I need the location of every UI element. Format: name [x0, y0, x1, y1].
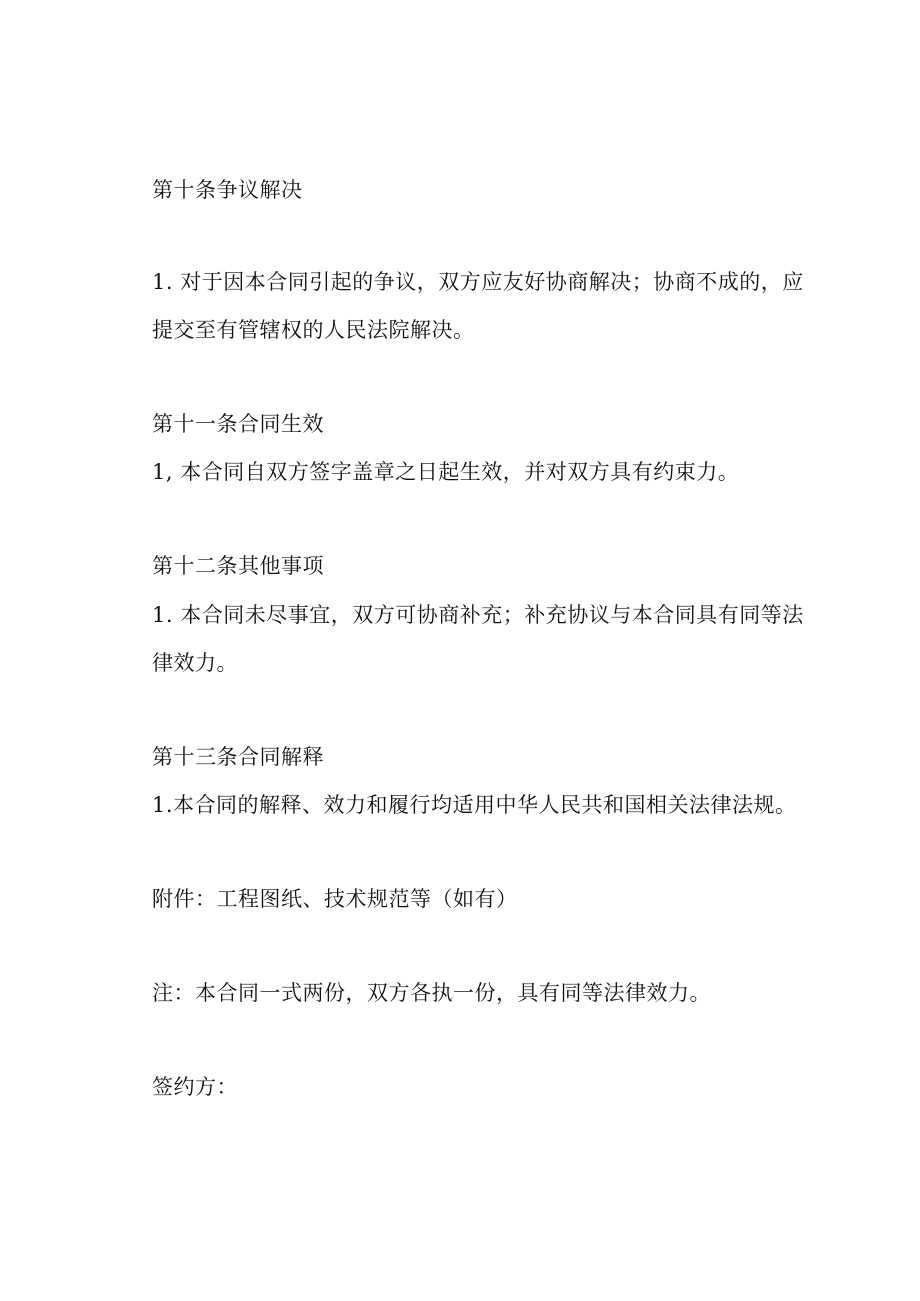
article-12-heading: 第十二条其他事项: [152, 554, 324, 578]
copies-note: 注：本合同一式两份，双方各执一份，具有同等法律效力。: [152, 981, 711, 1005]
attachment-note: 附件：工程图纸、技术规范等（如有）: [152, 887, 518, 911]
article-11-clause-1: 1, 本合同自双方签字盖章之日起生效，并对双方具有约束力。: [152, 460, 740, 484]
article-13-clause-1: 1.本合同的解释、效力和履行均适用中华人民共和国相关法律法规。: [152, 793, 797, 817]
article-13-heading: 第十三条合同解释: [152, 745, 324, 769]
article-12-clause-1-line-2: 律效力。: [152, 651, 238, 675]
article-10-clause-1-line-1: 1. 对于因本合同引起的争议，双方应友好协商解决；协商不成的，应: [152, 270, 804, 294]
article-11-heading: 第十一条合同生效: [152, 412, 324, 436]
article-12-clause-1-line-1: 1. 本合同未尽事宜，双方可协商补充；补充协议与本合同具有同等法: [152, 603, 804, 627]
article-10-clause-1-line-2: 提交至有管辖权的人民法院解决。: [152, 318, 475, 342]
signatory-label: 签约方：: [152, 1075, 238, 1099]
article-10-heading: 第十条争议解决: [152, 178, 303, 202]
